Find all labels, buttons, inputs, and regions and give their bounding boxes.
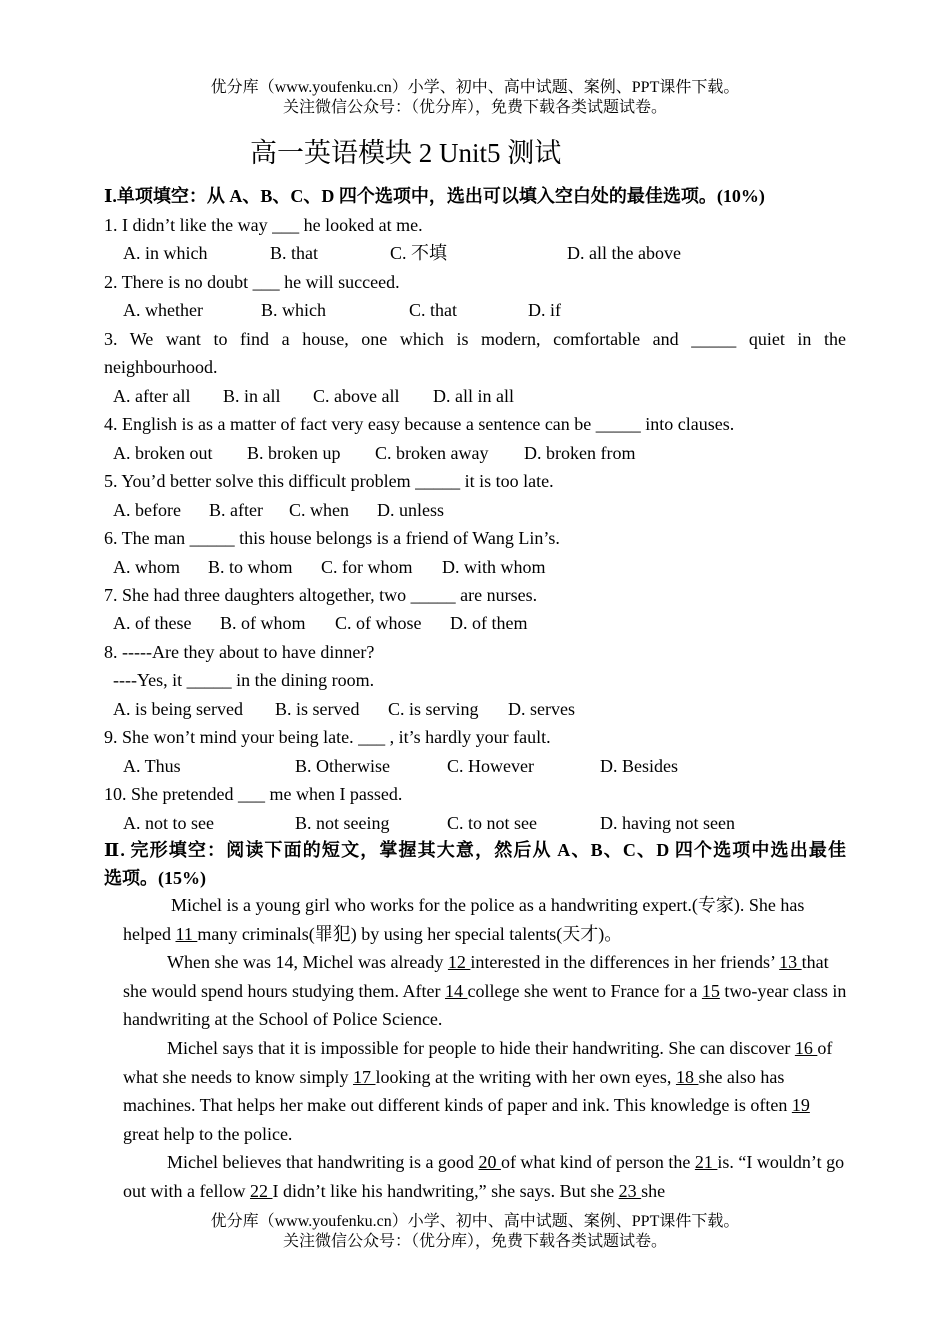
- section2-heading-line-1: Ⅱ. 完形填空：阅读下面的短文，掌握其大意，然后从 A、B、C、D 四个选项中选出最佳: [104, 840, 846, 860]
- option-c: C. is serving: [388, 699, 479, 719]
- question-6-stem: 6. The man _____ this house belongs is a friend of Wang Lin’s.: [104, 528, 560, 548]
- question-3-stem-line-1: 3. We want to find a house, one which is modern, comfortable and _____ quiet in the: [104, 329, 846, 349]
- question-4-stem: 4. English is as a matter of fact very easy because a sentence can be _____ into clauses.: [104, 414, 735, 434]
- blank-21: 21: [694, 1152, 718, 1173]
- question-8-stem-line-1: 8. -----Are they about to have dinner?: [104, 642, 375, 662]
- blank-18: 18: [675, 1066, 699, 1087]
- blank-15: 15: [701, 980, 720, 1001]
- cloze-paragraph-2: When she was 14, Michel was already 12 interested in the differences in her friends’ 13 that she would spend hours studying them. After 14 college she went to France for a 15 two-year class in handwriting at the School of Police Science.: [123, 952, 847, 1030]
- option-c: C. when: [289, 500, 349, 520]
- option-a: A. Thus: [123, 756, 181, 776]
- section2-heading-line-2: 选项。(15%): [104, 868, 206, 888]
- option-b: B. in all: [223, 386, 281, 406]
- option-a: A. is being served: [113, 699, 243, 719]
- option-d: D. with whom: [442, 557, 546, 577]
- page-title: 高一英语模块 2 Unit5 测试: [250, 138, 562, 168]
- option-a: A. whom: [113, 557, 180, 577]
- option-c: C. for whom: [321, 557, 413, 577]
- cloze-paragraph-3: Michel says that it is impossible for people to hide their handwriting. She can discover 16 of what she needs to know simply 17 looking at the writing with her own eyes, 18 she also has machines. That helps her make out different kinds of paper and ink. This knowledge is often 19 great help to the police.: [123, 1037, 833, 1144]
- option-a: A. before: [113, 500, 181, 520]
- option-d: D. serves: [508, 699, 575, 719]
- blank-13: 13: [779, 952, 802, 973]
- option-c: C. above all: [313, 386, 400, 406]
- question-5-stem: 5. You’d better solve this difficult problem _____ it is too late.: [104, 471, 554, 491]
- blank-12: 12: [447, 952, 471, 973]
- blank-22: 22: [249, 1180, 273, 1201]
- option-a: A. in which: [123, 243, 208, 263]
- option-c: C. to not see: [447, 813, 537, 833]
- option-b: B. is served: [275, 699, 360, 719]
- blank-19: 19: [791, 1095, 810, 1116]
- question-2-stem: 2. There is no doubt ___ he will succeed.: [104, 272, 400, 292]
- option-b: B. Otherwise: [295, 756, 390, 776]
- question-3-stem-line-2: neighbourhood.: [104, 357, 218, 377]
- option-a: A. of these: [113, 613, 192, 633]
- cloze-paragraph-1: Michel is a young girl who works for the police as a handwriting expert.(专家). She has helped 11 many criminals(罪犯) by using her special talents(天才)。: [123, 895, 805, 944]
- option-d: D. unless: [377, 500, 444, 520]
- option-c: C. that: [409, 300, 457, 320]
- question-8-stem-line-2: ----Yes, it _____ in the dining room.: [113, 670, 375, 690]
- option-a: A. whether: [123, 300, 203, 320]
- cloze-passage: [123, 891, 848, 1206]
- option-c: C. However: [447, 756, 534, 776]
- blank-16: 16: [794, 1037, 818, 1058]
- option-d: D. all the above: [567, 243, 681, 263]
- option-d: D. Besides: [600, 756, 678, 776]
- option-a: A. not to see: [123, 813, 214, 833]
- option-b: B. not seeing: [295, 813, 390, 833]
- option-a: A. broken out: [113, 443, 213, 463]
- option-d: D. of them: [450, 613, 528, 633]
- question-7-stem: 7. She had three daughters altogether, two _____ are nurses.: [104, 585, 538, 605]
- option-d: D. broken from: [524, 443, 636, 463]
- blank-17: 17: [352, 1066, 376, 1087]
- option-b: B. to whom: [208, 557, 293, 577]
- cloze-paragraph-4: Michel believes that handwriting is a good 20 of what kind of person the 21 is. “I wouldn’t go out with a fellow 22 I didn’t like his handwriting,” she says. But she 23 she: [123, 1152, 845, 1201]
- header-line-2: 关注微信公众号：（优分库），免费下载各类试题试卷。: [282, 99, 667, 116]
- question-1-stem: 1. I didn’t like the way ___ he looked at me.: [104, 215, 423, 235]
- option-a: A. after all: [113, 386, 191, 406]
- header-line-1: 优分库（www.youfenku.cn）小学、初中、高中试题、案例、PPT课件下载。: [210, 79, 740, 96]
- option-b: B. of whom: [220, 613, 306, 633]
- footer-line-2: 关注微信公众号：（优分库），免费下载各类试题试卷。: [282, 1233, 667, 1250]
- section1-heading: Ⅰ.单项填空：从 A、B、C、D 四个选项中，选出可以填入空白处的最佳选项。(10%): [104, 186, 765, 206]
- option-c: C. broken away: [375, 443, 489, 463]
- option-b: B. broken up: [247, 443, 341, 463]
- option-c: C. of whose: [335, 613, 422, 633]
- footer-line-1: 优分库（www.youfenku.cn）小学、初中、高中试题、案例、PPT课件下载。: [210, 1213, 740, 1230]
- blank-23: 23: [618, 1180, 642, 1201]
- blank-14: 14: [444, 980, 468, 1001]
- option-d: D. all in all: [433, 386, 514, 406]
- question-9-stem: 9. She won’t mind your being late. ___ , it’s hardly your fault.: [104, 727, 551, 747]
- blank-20: 20: [478, 1152, 501, 1173]
- blank-11: 11: [175, 923, 198, 944]
- option-b: B. that: [270, 243, 318, 263]
- question-10-stem: 10. She pretended ___ me when I passed.: [104, 784, 403, 804]
- option-b: B. after: [209, 500, 263, 520]
- option-c: C. 不填: [390, 243, 448, 263]
- option-d: D. if: [528, 300, 561, 320]
- option-b: B. which: [261, 300, 326, 320]
- option-d: D. having not seen: [600, 813, 735, 833]
